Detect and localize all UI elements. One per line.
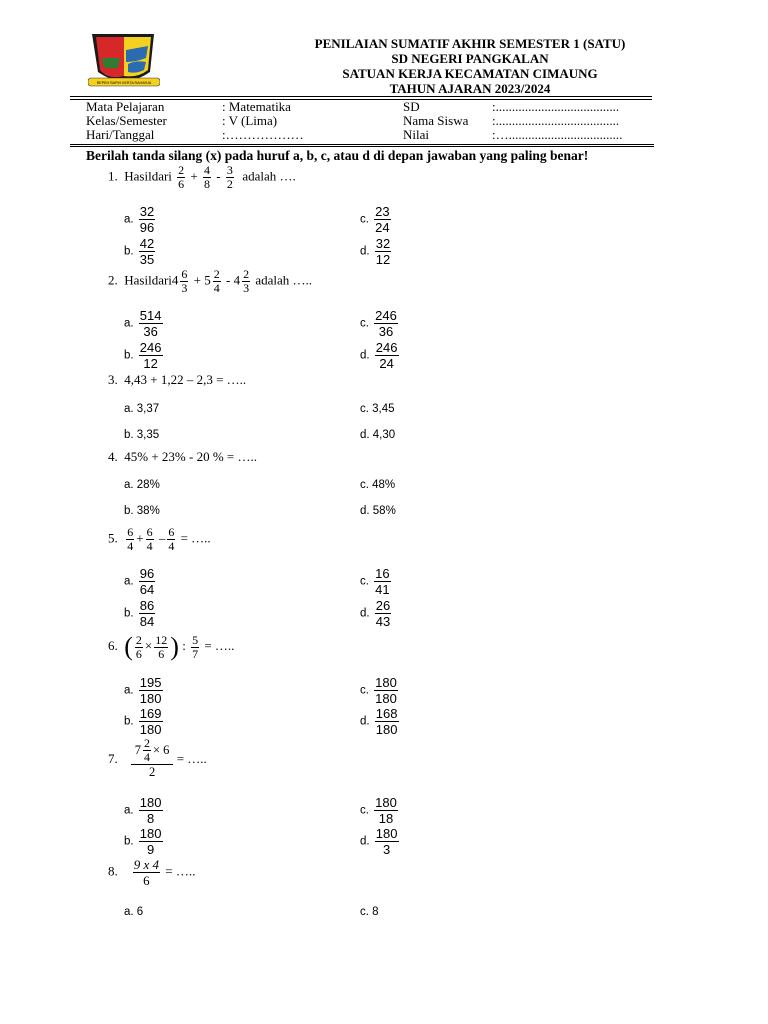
fraction: $\frac{6}{4}$ [168, 525, 175, 553]
header-title: PENILAIAN SUMATIF AKHIR SEMESTER 1 (SATU) [314, 36, 626, 51]
info-labels-right [403, 100, 468, 142]
exam-header [150, 36, 768, 96]
label-student-name: Nama Siswa [403, 113, 469, 128]
question-7: 7. 7 $\frac{2}{4}$ × 6 2 = ….. [108, 736, 207, 779]
fraction: $\frac{86}{84}$ [139, 598, 155, 629]
header-district: SATUAN KERJA KECAMATAN CIMAUNG [342, 66, 598, 81]
option-4c[interactable]: c. 48% [360, 479, 396, 491]
option-8c[interactable]: c. 8 [360, 906, 379, 918]
fraction: $\frac{246}{36}$ [375, 308, 397, 339]
info-labels [86, 100, 167, 142]
value-score[interactable]: :…................................... [492, 127, 623, 142]
option-1b[interactable]: b. $\frac{42}{35}$ [124, 236, 155, 267]
option-2d[interactable]: d. $\frac{246}{24}$ [360, 340, 398, 371]
option-1d[interactable]: d. $\frac{32}{12}$ [360, 236, 391, 267]
fraction: $\frac{180}{18}$ [375, 795, 397, 826]
header-school: SD NEGERI PANGKALAN [391, 51, 549, 66]
option-3a[interactable]: a. 3,37 [124, 403, 160, 415]
fraction: $\frac{246}{24}$ [375, 340, 398, 371]
info-values [222, 100, 304, 142]
option-7b[interactable]: b. $\frac{180}{9}$ [124, 826, 162, 857]
fraction: $\frac{180}{8}$ [139, 795, 162, 826]
option-3b[interactable]: b. 3,35 [124, 429, 160, 441]
fraction: $\frac{180}{180}$ [375, 675, 397, 706]
fraction: $\frac{514}{36}$ [139, 308, 162, 339]
info-values-right [492, 100, 622, 142]
value-sd[interactable]: :...................................... [492, 99, 620, 114]
fraction: $\frac{23}{24}$ [375, 204, 390, 235]
option-6a[interactable]: a. $\frac{195}{180}$ [124, 675, 162, 706]
fraction: $\frac{96}{64}$ [139, 566, 155, 597]
option-2b[interactable]: b. $\frac{246}{12}$ [124, 340, 162, 371]
option-7d[interactable]: d. $\frac{180}{3}$ [360, 826, 398, 857]
option-1c[interactable]: c. $\frac{23}{24}$ [360, 204, 390, 235]
fraction: $\frac{2}{6}$ [178, 163, 185, 191]
option-5d[interactable]: d. $\frac{26}{43}$ [360, 598, 391, 629]
fraction: $\frac{4}{8}$ [204, 163, 210, 191]
question-8: 8. $\frac{9 x 4}{6}$ = ….. [108, 857, 196, 888]
option-5a[interactable]: a. $\frac{96}{64}$ [124, 566, 155, 597]
fraction: $\frac{9 x 4}{6}$ [133, 857, 160, 888]
value-student-name[interactable]: :...................................... [492, 113, 620, 128]
question-5: 5. $\frac{6}{4}$ + $\frac{6}{4}$ – $\frac{6}{4}$ = ….. [108, 525, 211, 553]
option-8a[interactable]: a. 6 [124, 906, 144, 918]
header-divider [70, 96, 652, 97]
option-2a[interactable]: a. $\frac{514}{36}$ [124, 308, 162, 339]
option-3c[interactable]: c. 3,45 [360, 403, 395, 415]
option-6b[interactable]: b. $\frac{169}{180}$ [124, 706, 162, 737]
question-text: Hasildari [124, 168, 172, 184]
option-5b[interactable]: b. $\frac{86}{84}$ [124, 598, 155, 629]
fraction: $\frac{2}{4}$ [144, 736, 150, 764]
option-6d[interactable]: d. $\frac{168}{180}$ [360, 706, 398, 737]
info-divider [70, 144, 654, 145]
option-2c[interactable]: c. $\frac{246}{36}$ [360, 308, 397, 339]
option-4a[interactable]: a. 28% [124, 479, 160, 491]
question-2: 2. Hasildari4 $\frac{6}{3}$ + 5 $\frac{2}{4}$ - 4 $\frac{2}{3}$ adalah ….. [108, 267, 313, 295]
fraction: $\frac{5}{7}$ [192, 632, 199, 661]
fraction: $\frac{6}{3}$ [181, 267, 188, 295]
fraction: $\frac{32}{12}$ [375, 236, 391, 267]
fraction: $\frac{2}{6}$ [135, 632, 142, 661]
fraction: $\frac{246}{12}$ [139, 340, 162, 371]
fraction: $\frac{42}{35}$ [139, 236, 155, 267]
label-subject: Mata Pelajaran [86, 99, 165, 114]
label-date: Hari/Tanggal [86, 127, 155, 142]
label-score: Nilai [403, 127, 429, 142]
option-6c[interactable]: c. $\frac{180}{180}$ [360, 675, 397, 706]
fraction: $\frac{6}{4}$ [127, 525, 134, 553]
instruction-text: Berilah tanda silang (x) pada huruf a, b, c, atau d di depan jawaban yang paling benar! [86, 148, 589, 163]
label-sd: SD [403, 99, 420, 114]
info-divider-2 [70, 146, 654, 147]
fraction: $\frac{26}{43}$ [375, 598, 391, 629]
fraction: $\frac{180}{3}$ [375, 826, 398, 857]
header-year: TAHUN AJARAN 2023/2024 [389, 81, 551, 96]
fraction: $\frac{169}{180}$ [139, 706, 162, 737]
question-1: 1. Hasildari $\frac{2}{6}$ + $\frac{4}{8}$ - $\frac{3}{2}$ adalah …. [108, 163, 296, 191]
fraction: $\frac{3}{2}$ [226, 163, 233, 191]
value-subject: : Matematika [222, 99, 291, 114]
fraction: $\frac{2}{3}$ [243, 267, 250, 295]
question-3: 3. 4,43 + 1,22 – 2,3 = ….. [108, 372, 247, 387]
option-7c[interactable]: c. $\frac{180}{18}$ [360, 795, 397, 826]
option-5c[interactable]: c. $\frac{16}{41}$ [360, 566, 390, 597]
question-6: 6. ( $\frac{2}{6}$ × $\frac{12}{6}$ ) : $\frac{5}{7}$ = ….. [108, 632, 235, 661]
value-class: : V (Lima) [222, 113, 278, 128]
fraction: $\frac{195}{180}$ [139, 675, 162, 706]
option-4d[interactable]: d. 58% [360, 505, 396, 517]
fraction: $\frac{168}{180}$ [375, 706, 398, 737]
option-1a[interactable]: a. $\frac{32}{96}$ [124, 204, 155, 235]
value-date[interactable]: :……………… [222, 127, 304, 142]
fraction: $\frac{2}{4}$ [213, 267, 220, 295]
option-4b[interactable]: b. 38% [124, 505, 160, 517]
fraction: $\frac{6}{4}$ [146, 525, 153, 553]
question-number: 1. [108, 168, 118, 184]
option-3d[interactable]: d. 4,30 [360, 429, 396, 441]
fraction: $\frac{32}{96}$ [139, 204, 155, 235]
label-class: Kelas/Semester [86, 113, 167, 128]
option-7a[interactable]: a. $\frac{180}{8}$ [124, 795, 162, 826]
fraction: $\frac{12}{6}$ [155, 632, 168, 661]
fraction: $\frac{16}{41}$ [375, 566, 390, 597]
logo-motto: REPEH RAPIH KERTA RAHARJA [96, 81, 152, 85]
fraction: $\frac{180}{9}$ [139, 826, 162, 857]
question-4: 4. 45% + 23% - 20 % = ….. [108, 449, 257, 464]
